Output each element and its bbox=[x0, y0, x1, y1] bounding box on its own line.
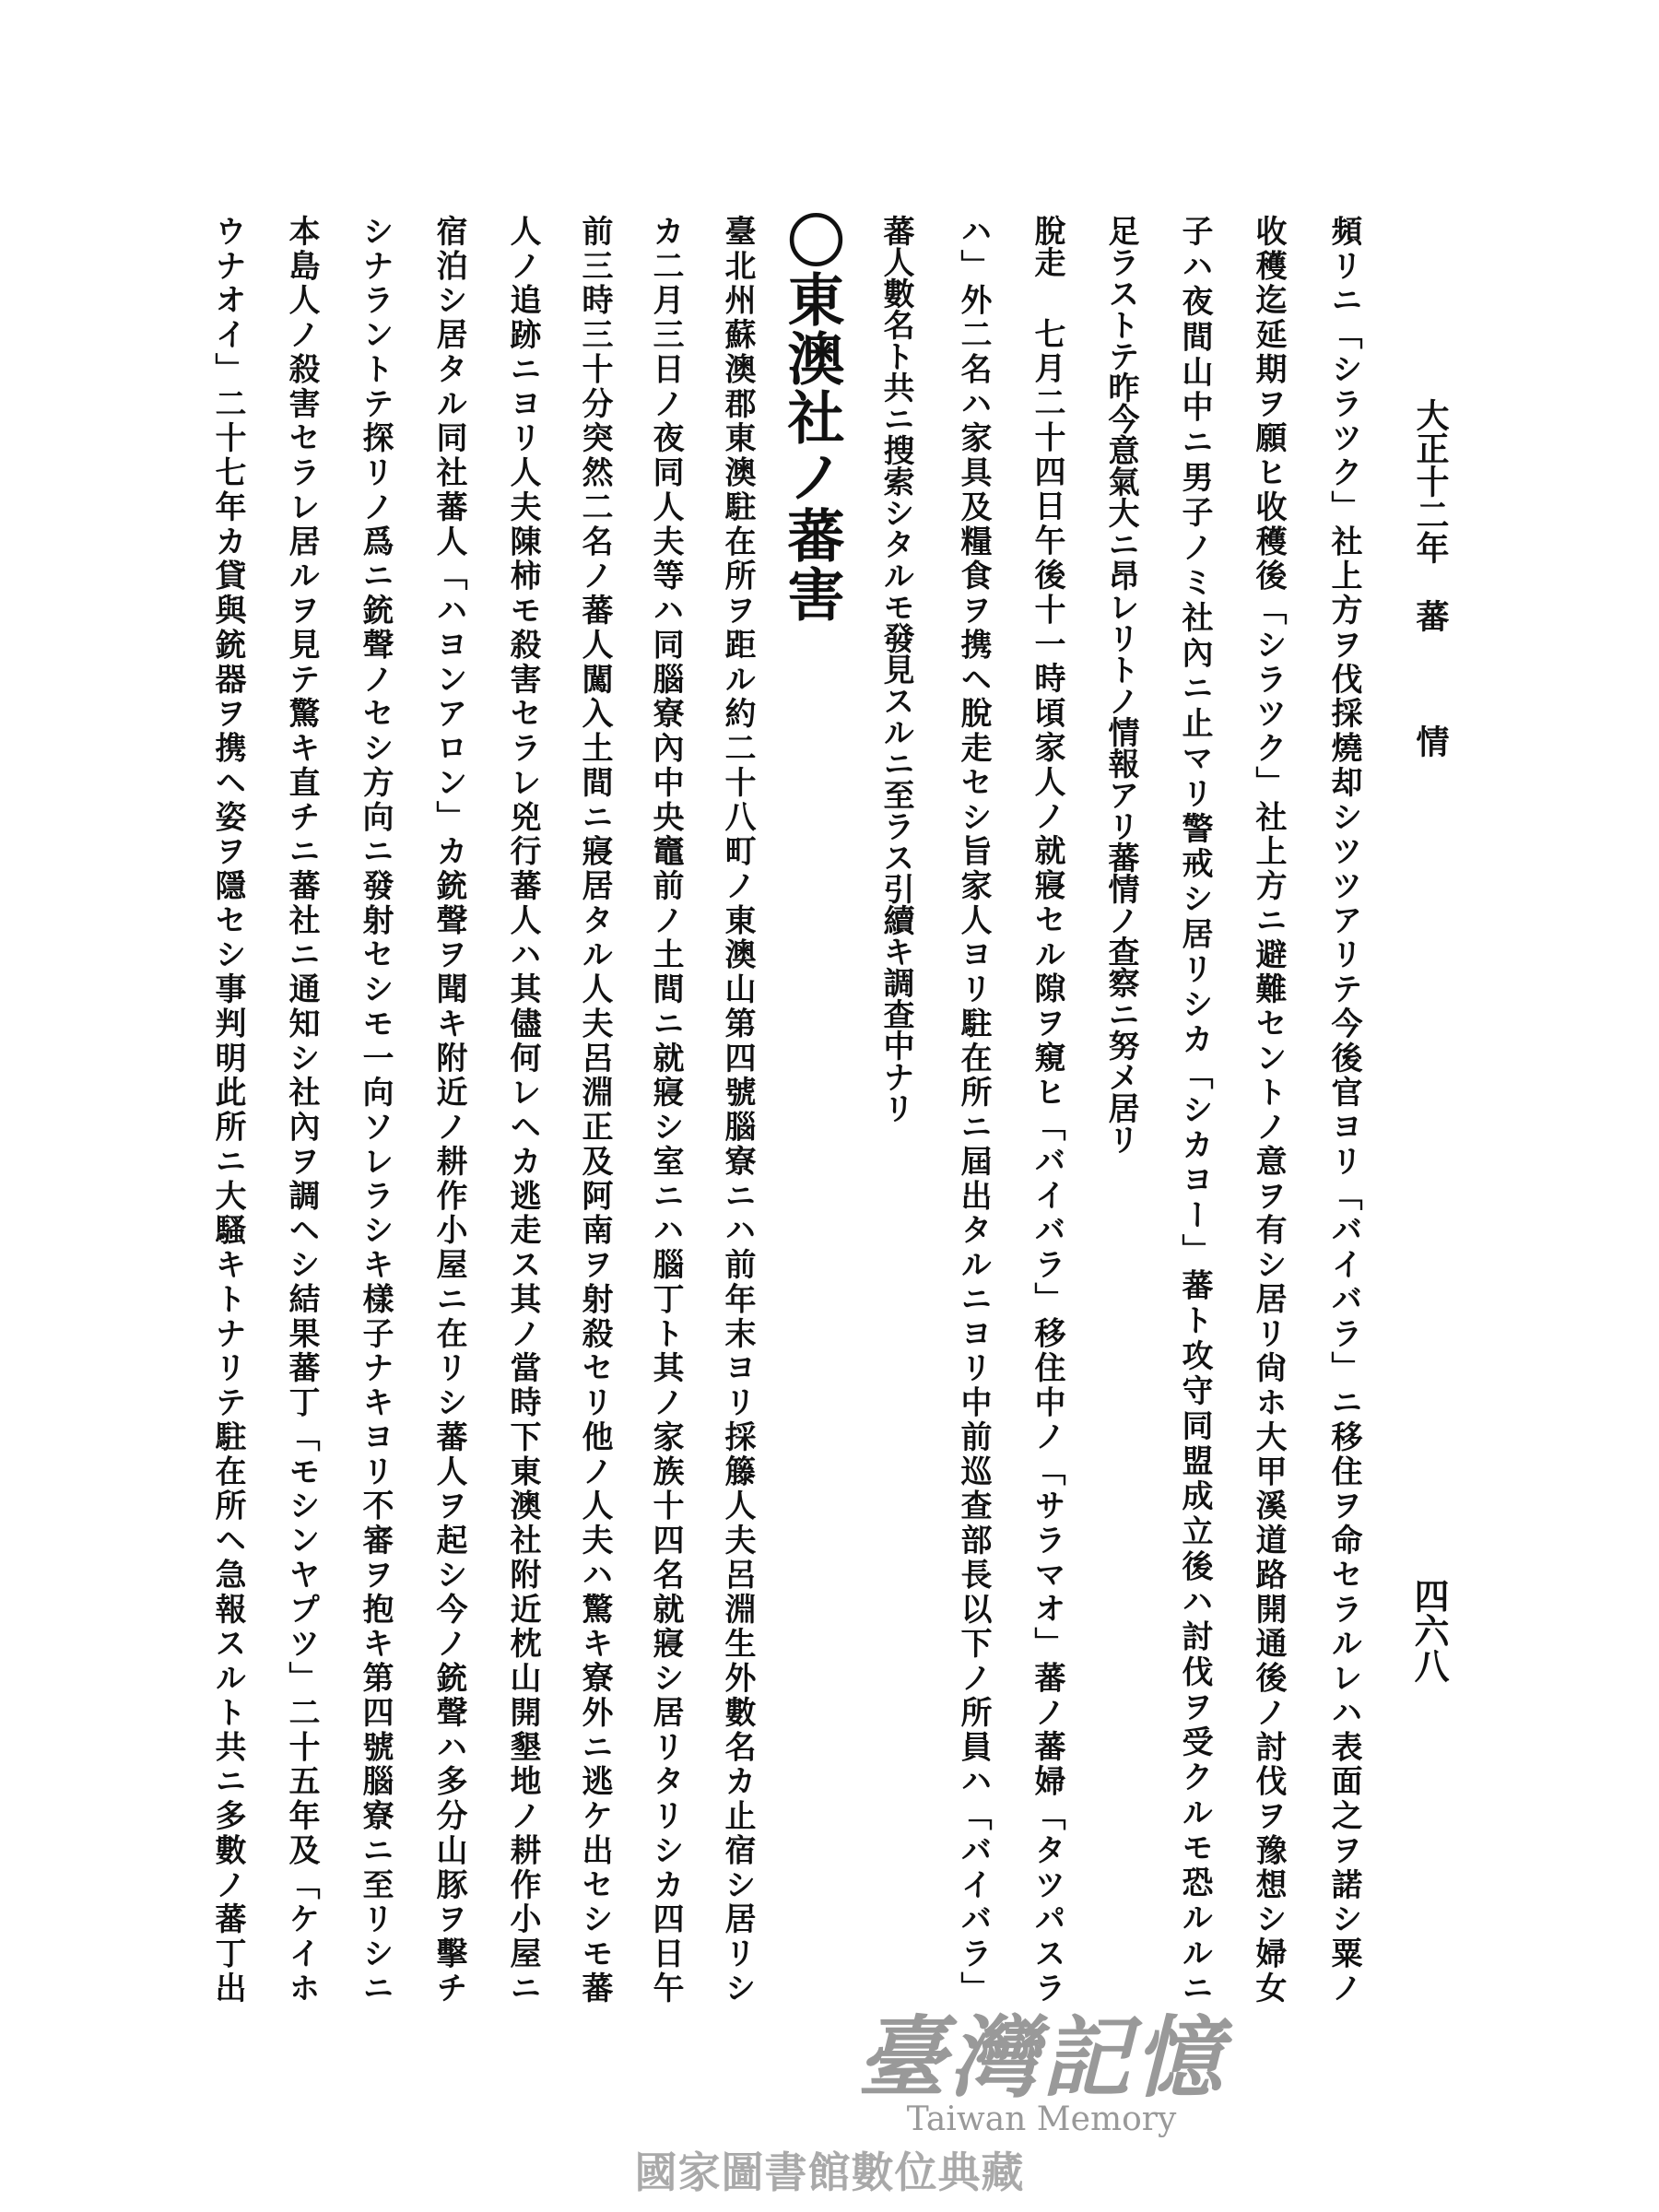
text-column bbox=[429, 215, 469, 2003]
column-text: 臺北州蘇澳郡東澳駐在所ヲ距ル約二十八町ノ東澳山第四號腦寮ニハ前年末ヨリ採籐人夫呂淵生外數名カ止宿シ居リシ bbox=[719, 215, 756, 2004]
text-column bbox=[1027, 215, 1067, 2003]
column-text: ウナオイ」二十七年カ貸與銃器ヲ携ヘ姿ヲ隱セシ事判明此所ニ大騷キトナリテ駐在所ヘ急報スルト共ニ多數ノ蕃丁出 bbox=[209, 215, 246, 2004]
paragraph-lead-heading: 脫走 bbox=[1029, 215, 1065, 277]
column-text: 蕃人數名ト共ニ搜索シタルモ發見スルニ至ラス引續キ調查中ナリ bbox=[877, 215, 914, 1124]
text-column bbox=[645, 215, 686, 2003]
text-column bbox=[1100, 215, 1141, 2003]
text-column bbox=[281, 215, 322, 2003]
column-text: 足ラストテ昨今意氣大ニ昂レリトノ情報アリ蕃情ノ查察ニ努メ居リ bbox=[1102, 215, 1139, 1155]
column-text: 本島人ノ殺害セラレ居ルヲ見テ驚キ直チニ蕃社ニ通知シ社內ヲ調ヘシ結果蕃丁「モシンヤプツ」二十五年及「ケイホ bbox=[283, 215, 320, 2004]
running-head-section-2: 情 bbox=[1411, 724, 1450, 758]
column-text: 收穫迄延期ヲ願ヒ收穫後「シラツク」社上方ニ避難セントノ意ヲ有シ居リ尙ホ大甲溪道路開通後ノ討伐ヲ豫想シ婦女 bbox=[1250, 215, 1287, 2004]
watermark-cjk: 臺灣記憶 bbox=[857, 2006, 1226, 2110]
text-column bbox=[717, 215, 758, 2003]
text-column bbox=[207, 215, 248, 2003]
running-head bbox=[1410, 398, 1451, 758]
text-column bbox=[953, 215, 994, 2003]
column-text: 子ハ夜間山中ニ男子ノミ社內ニ止マリ警戒シ居リシカ「シカヨー」蕃ト攻守同盟成立後ハ討伐ヲ受クルモ恐ルルニ bbox=[1176, 215, 1213, 2003]
text-column bbox=[1248, 215, 1288, 2003]
page-number: 四六八 bbox=[1408, 1578, 1450, 1683]
running-head-year: 大正十二年 bbox=[1411, 398, 1450, 564]
text-column bbox=[574, 215, 615, 2003]
text-column bbox=[1174, 215, 1215, 2003]
column-text: カ二月三日ノ夜同人夫等ハ同腦寮內中央竈前ノ土間ニ就寢シ室ニハ腦丁ト其ノ家族十四名就寢シ居リタリシカ四日午 bbox=[647, 215, 684, 2004]
column-text: 七月二十四日午後十一時頃家人ノ就寢セル隙ヲ窺ヒ「バイバラ」移住中ノ「サラマオ」蕃ノ蕃婦「タツパスラ bbox=[1029, 314, 1065, 2003]
column-text: シナラントテ探リノ爲ニ銃聲ノセシ方向ニ發射セシモ一向ソレラシキ樣子ナキヨリ不審ヲ抱キ第四號腦寮ニ至リシニ bbox=[357, 215, 394, 2004]
column-text: ハ」外二名ハ家具及糧食ヲ携ヘ脫走セシ旨家人ヨリ駐在所ニ屆出タルニヨリ中前巡查部長以下ノ所員ハ「バイバラ」 bbox=[955, 215, 992, 2003]
text-column bbox=[355, 215, 395, 2003]
column-text: 宿泊シ居タル同社蕃人「ハヨンアロン」カ銃聲ヲ聞キ附近ノ耕作小屋ニ在リシ蕃人ヲ起シ今ノ銃聲ハ多分山豚ヲ擊チ bbox=[430, 215, 467, 2004]
column-text: 頻リニ「シラツク」社上方ヲ伐採燒却シツツアリテ今後官ヨリ「バイバラ」ニ移住ヲ命セラルレハ表面之ヲ諾シ粟ノ bbox=[1325, 215, 1362, 2004]
section-heading: 〇東澳社ノ蕃害 bbox=[778, 211, 845, 624]
footer-collection-label: 國家圖書館數位典藏 bbox=[634, 2147, 1025, 2197]
watermark-en: Taiwan Memory bbox=[906, 2100, 1177, 2138]
running-head-section-1: 蕃 bbox=[1411, 599, 1450, 632]
column-text: 人ノ追跡ニヨリ人夫陳柿モ殺害セラレ兇行蕃人ハ其儘何レヘカ逃走ス其ノ當時下東澳社附近枕山開墾地ノ耕作小屋ニ bbox=[504, 215, 541, 2003]
text-column bbox=[876, 215, 916, 2003]
column-text: 前三時三十分突然二名ノ蕃人闖入土間ニ寢居タル人夫呂淵正及阿南ヲ射殺セリ他ノ人夫ハ驚キ寮外ニ逃ケ出セシモ蕃 bbox=[576, 215, 613, 2004]
watermark-logo bbox=[793, 2006, 1290, 2138]
text-column bbox=[502, 215, 543, 2003]
text-column bbox=[1324, 215, 1364, 2003]
